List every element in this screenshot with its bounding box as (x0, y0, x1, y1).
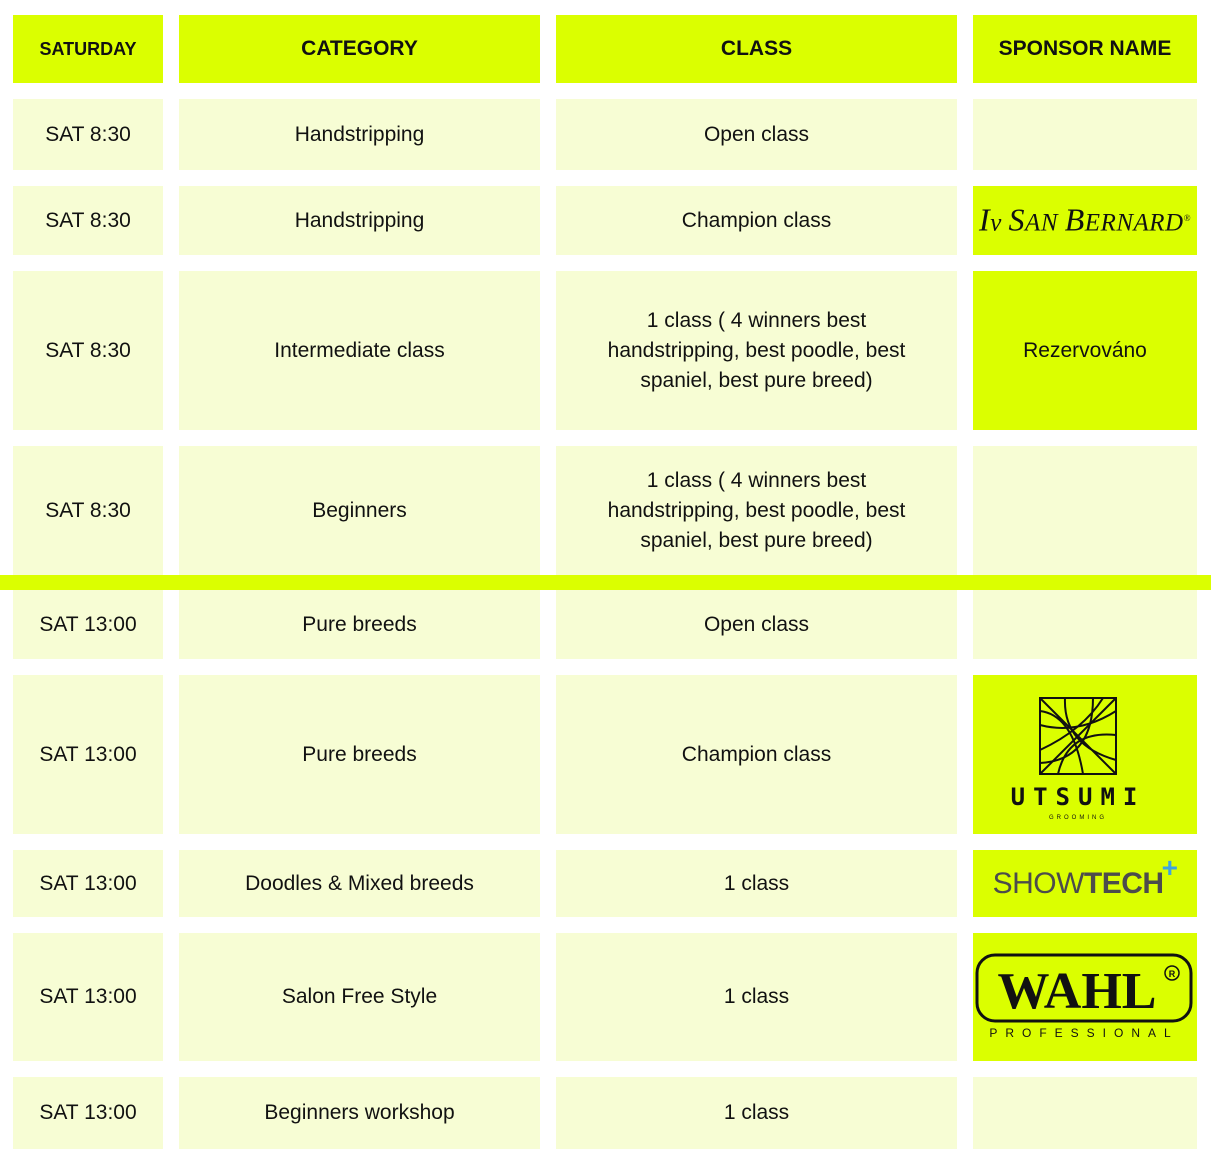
row-1-class: Open class (556, 99, 957, 170)
row-2-time: SAT 8:30 (13, 186, 163, 255)
row-7-class: 1 class (556, 850, 957, 917)
svg-text:GROOMING: GROOMING (1049, 815, 1107, 821)
svg-text:UTSUMI: UTSUMI (1010, 783, 1146, 811)
row-9-time: SAT 13:00 (13, 1077, 163, 1149)
row-5-class: Open class (556, 590, 957, 659)
section-divider (0, 575, 1211, 590)
svg-text:PROFESSIONAL: PROFESSIONAL (989, 1026, 1179, 1040)
row-6-class: Champion class (556, 675, 957, 834)
row-1-time: SAT 8:30 (13, 99, 163, 170)
row-3-time: SAT 8:30 (13, 271, 163, 430)
showtech-logo (973, 850, 1197, 917)
wahl-professional-logo (973, 933, 1197, 1061)
row-8-time: SAT 13:00 (13, 933, 163, 1061)
row-9-class: 1 class (556, 1077, 957, 1149)
row-8-sponsor (973, 933, 1197, 1061)
row-3-sponsor: Rezervováno (973, 271, 1197, 430)
row-4-time (13, 446, 163, 575)
row-6-time: SAT 13:00 (13, 675, 163, 834)
plus-icon: + (1161, 851, 1178, 883)
row-2-sponsor (973, 186, 1197, 255)
header-saturday: SATURDAY (13, 15, 163, 83)
iv-san-bernard-logo (973, 186, 1197, 255)
row-2-class: Champion class (556, 186, 957, 255)
row-1-sponsor (973, 99, 1197, 170)
svg-text:WAHL: WAHL (997, 963, 1157, 1020)
header-category: CATEGORY (179, 15, 540, 83)
showtech-wordmark: SHOWTECH+ (992, 851, 1178, 900)
header-sponsor-name: SPONSOR NAME (973, 15, 1197, 83)
row-6-sponsor (973, 675, 1197, 834)
row-8-class: 1 class (556, 933, 957, 1061)
row-9-sponsor (973, 1077, 1197, 1149)
utsumi-grooming-logo (973, 675, 1197, 834)
row-4-sponsor (973, 446, 1197, 575)
row-7-sponsor (973, 850, 1197, 917)
row-7-time: SAT 13:00 (13, 850, 163, 917)
row-4-category: Beginners (179, 446, 540, 575)
row-6-category: Pure breeds (179, 675, 540, 834)
row-4-time-text: SAT 8:30 (45, 498, 131, 522)
row-4-class: 1 class ( 4 winners best handstripping, best poodle, best spaniel, best pure breed) (556, 446, 957, 575)
iv-san-bernard-wordmark: Iv SAN BERNARD® (979, 201, 1191, 238)
row-1-category: Handstripping (179, 99, 540, 170)
row-3-class: 1 class ( 4 winners best handstripping, best poodle, best spaniel, best pure breed) (556, 271, 957, 430)
row-2-category: Handstripping (179, 186, 540, 255)
svg-text:R: R (1168, 969, 1176, 979)
row-5-time: SAT 13:00 (13, 590, 163, 659)
row-9-category: Beginners workshop (179, 1077, 540, 1149)
row-5-sponsor (973, 590, 1197, 659)
row-5-category: Pure breeds (179, 590, 540, 659)
header-class: CLASS (556, 15, 957, 83)
row-8-category: Salon Free Style (179, 933, 540, 1061)
row-7-category: Doodles & Mixed breeds (179, 850, 540, 917)
row-3-category: Intermediate class (179, 271, 540, 430)
